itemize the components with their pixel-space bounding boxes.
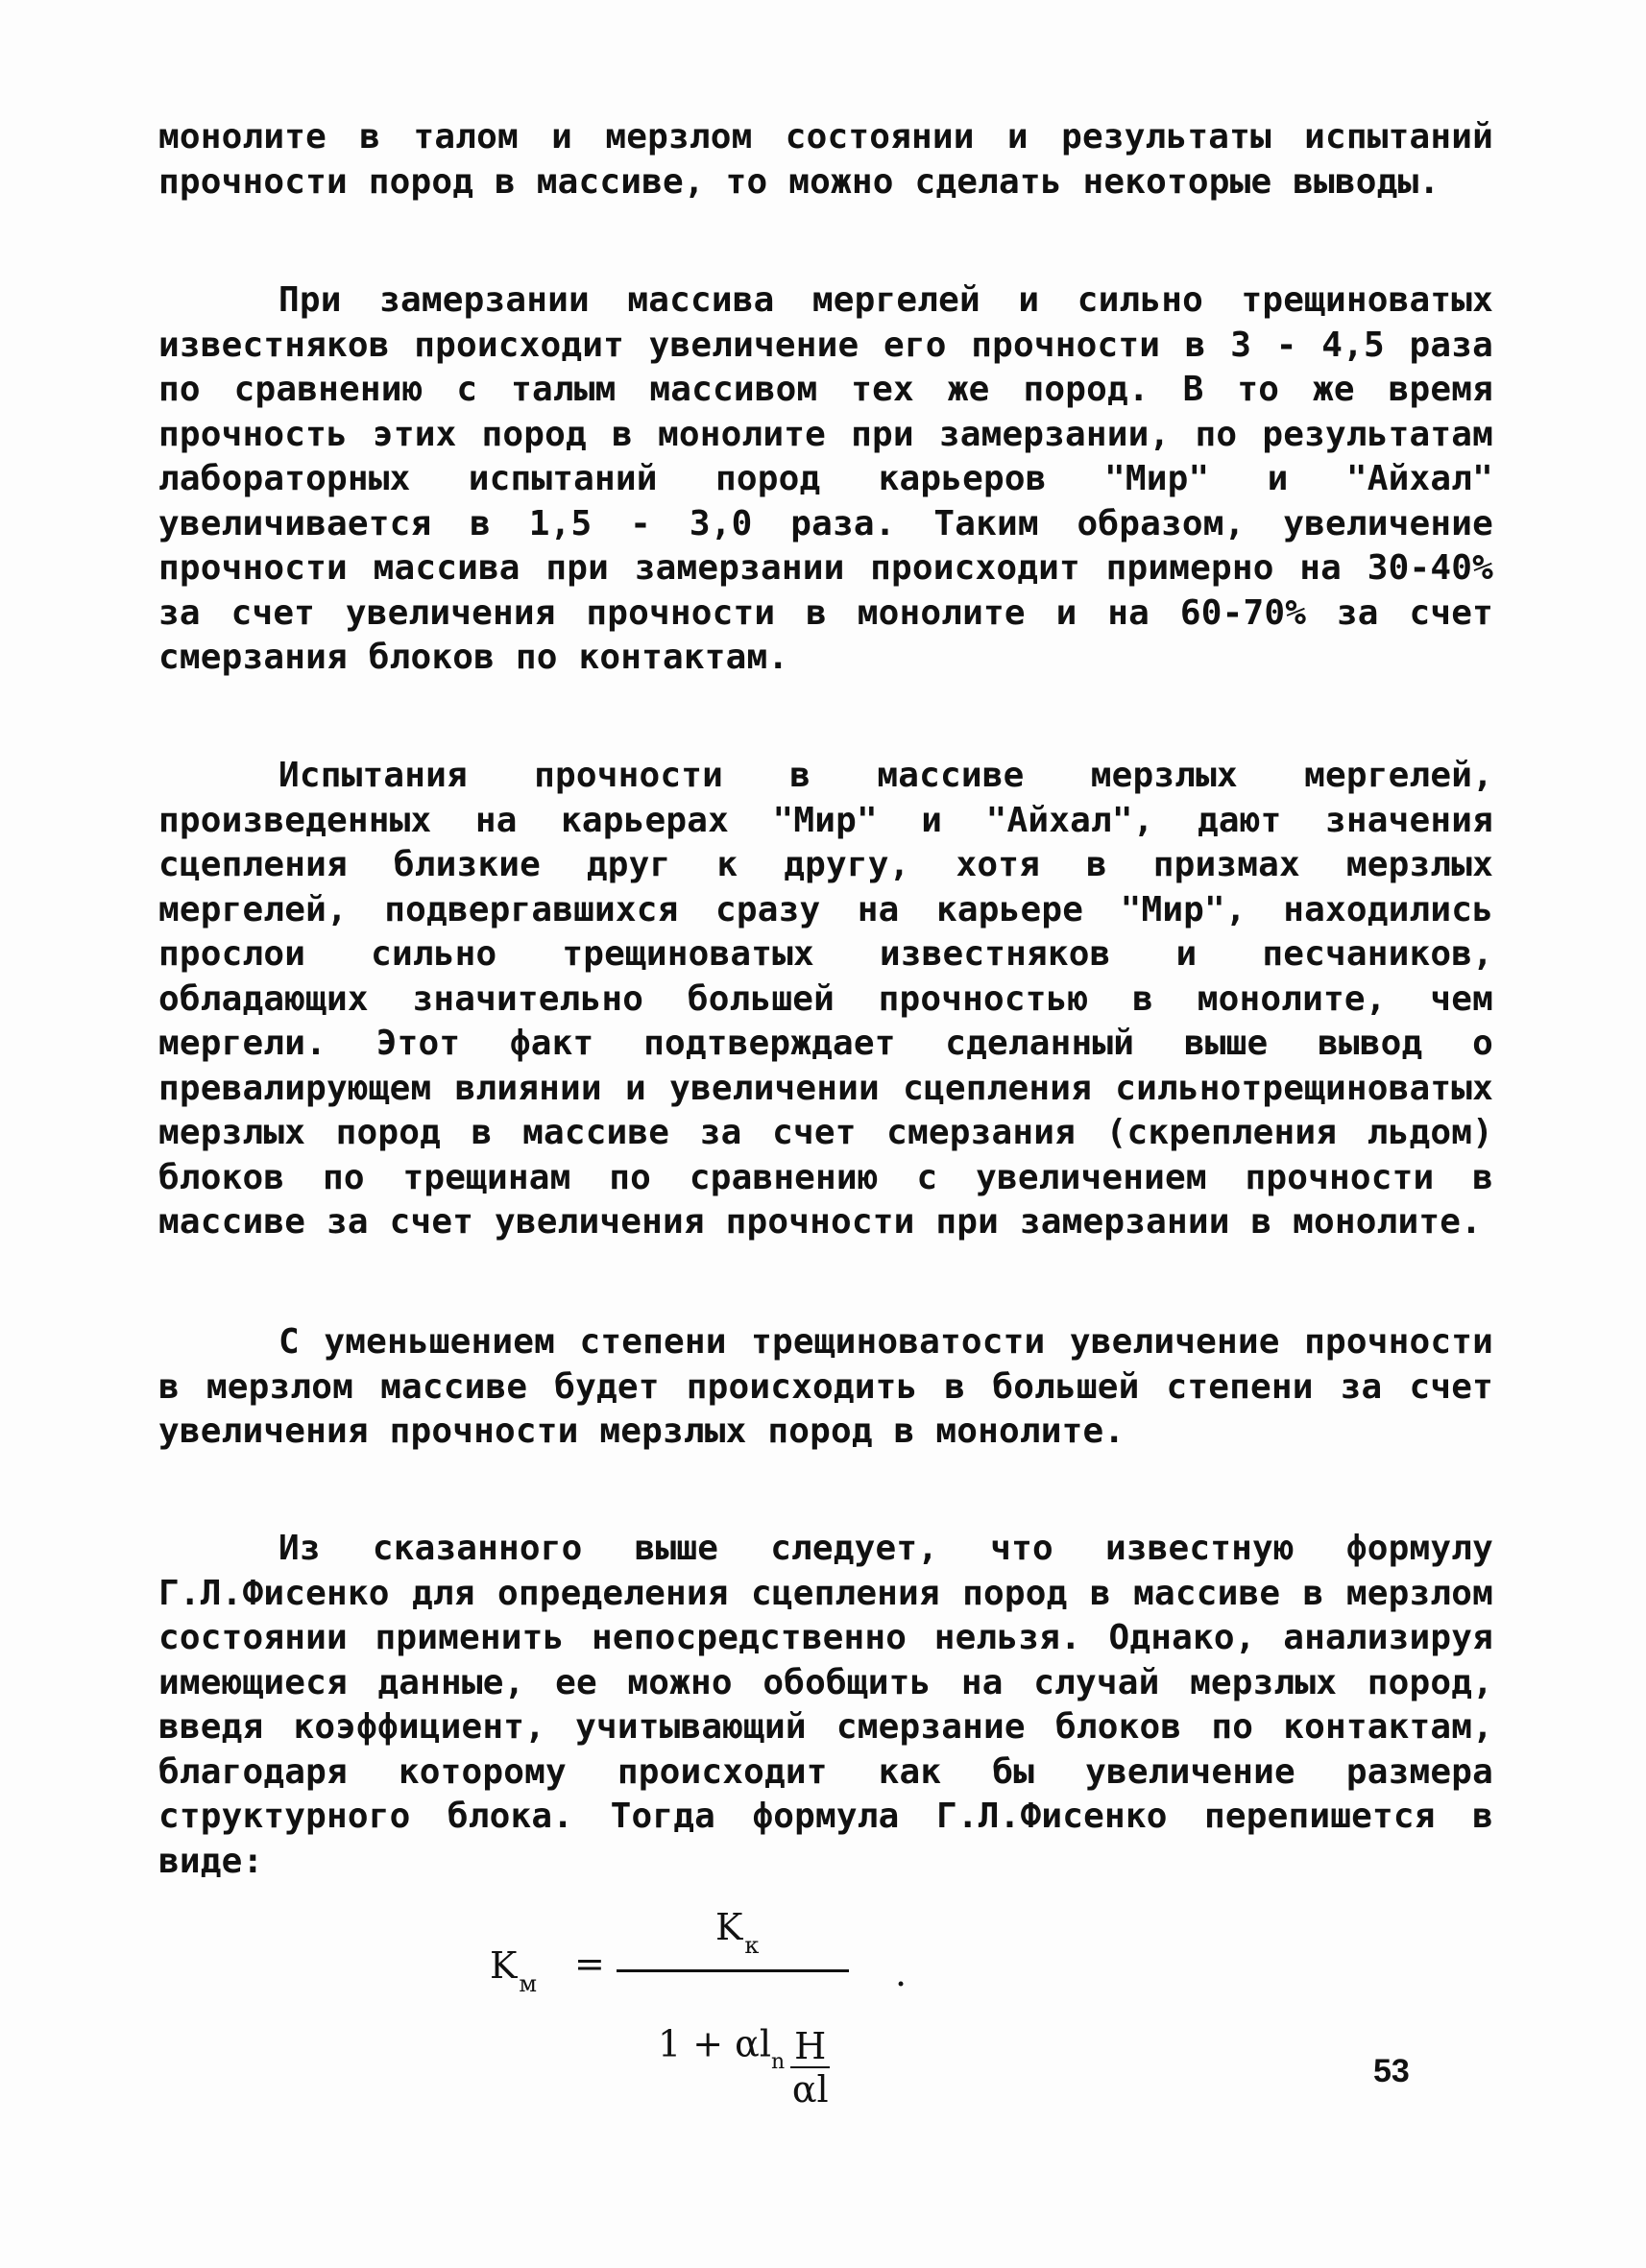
paragraph-3-text: Испытания прочности в массиве мерзлых мергелей, произведенных на карьерах "Мир" и "Айхал", дают значения сцепления близкие друг к другу, хотя в призмах мерзлых мергелей, подвергавшихся сразу на карьере "Мир", находились прослои сильно трещиноватых известняков и песчаников, обладающих значительно большей прочностью в монолите, чем мергели. Этот факт подтверждает сделанный выше вывод о превалирующем влиянии и увеличении сцепления сильнотрещиноватых мерзлых пород в массиве за счет смерзания (скрепления льдом) блоков по трещинам по сравнению с увеличением прочности в массиве за счет увеличения прочности при замерзании в монолите. xyxy=(158,756,1493,1242)
formula-inner-numerator: H xyxy=(790,2026,830,2068)
paragraph-4 xyxy=(158,1320,1493,1455)
formula-trailing-dot: . xyxy=(895,1952,908,1994)
formula-lhs-symbol: K xyxy=(490,1944,518,1987)
formula-lhs xyxy=(490,1944,538,1997)
paragraph-2-text: При замерзании массива мергелей и сильно трещиноватых известняков происходит увеличение его прочности в 3 - 4,5 раза по сравнению с талым массивом тех же пород. В то же время прочность этих пород в монолите при замерзании, по результатам лабораторных испытаний пород карьеров "Мир" и "Айхал" увеличивается в 1,5 - 3,0 раза. Таким образом, увеличение прочности массива при замерзании происходит примерно на 30-40% за счет увеличения прочности в монолите и на 60-70% за счет смерзания блоков по контактам. xyxy=(158,280,1493,677)
paragraph-4-text: С уменьшением степени трещиноватости увеличение прочности в мерзлом массиве будет происходить в большей степени за счет увеличения прочности мерзлых пород в монолите. xyxy=(158,1322,1493,1451)
paragraph-5 xyxy=(158,1527,1493,1884)
paragraph-2 xyxy=(158,278,1493,681)
formula-numerator xyxy=(715,1906,760,1959)
formula-equals: = xyxy=(574,1942,605,1985)
paragraph-1-text: монолите в талом и мерзлом состоянии и результаты испытаний прочности пород в массиве, то можно сделать некоторые выводы. xyxy=(158,117,1493,202)
formula-lhs-subscript: м xyxy=(519,1970,538,1997)
formula-denominator-prefix: 1 + αl xyxy=(658,2022,771,2065)
formula-numerator-subscript: к xyxy=(744,1932,760,1959)
page-number: 53 xyxy=(1373,2053,1410,2089)
formula-inner-fraction xyxy=(790,2026,830,2111)
formula-fraction-bar xyxy=(617,1969,849,1972)
fisenko-formula xyxy=(480,1906,980,2111)
paragraph-5-text: Из сказанного выше следует, что известную формулу Г.Л.Фисенко для определения сцепления пород в массиве в мерзлом состоянии применить непосредственно нельзя. Однако, анализируя имеющиеся данные, ее можно обобщить на случай мерзлых пород, введя коэффициент, учитывающий смерзание блоков по контактам, благодаря которому происходит как бы увеличение размера структурного блока. Тогда формула Г.Л.Фисенко перепишется в виде: xyxy=(158,1529,1493,1881)
paragraph-1 xyxy=(158,115,1493,205)
paragraph-3 xyxy=(158,754,1493,1245)
formula-inner-denominator: αl xyxy=(791,2068,829,2111)
formula-numerator-symbol: K xyxy=(715,1906,743,1948)
formula-denominator-subscript: n xyxy=(771,2049,786,2074)
